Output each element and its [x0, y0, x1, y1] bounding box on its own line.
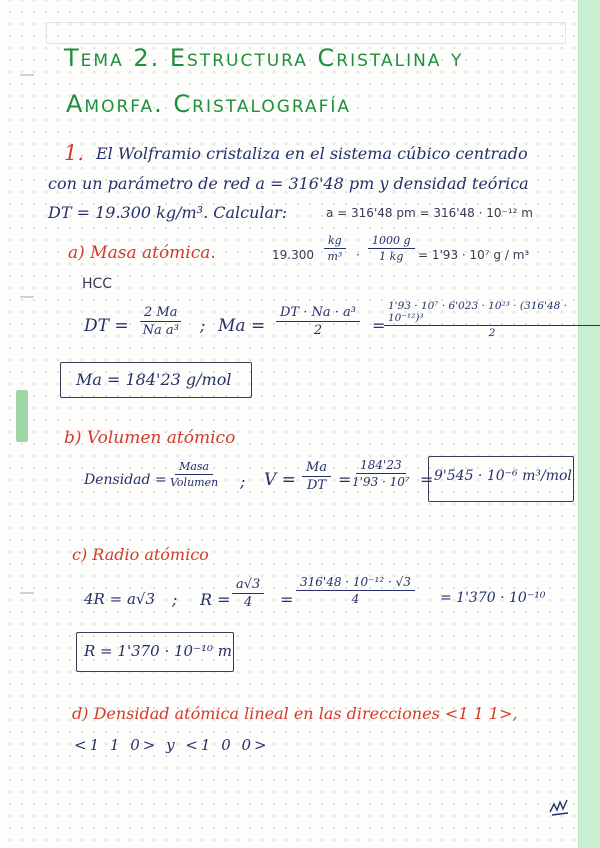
part-c-radius-fraction [232, 577, 264, 610]
part-b-numeric-fraction [352, 458, 410, 489]
part-a-label: a) Masa atómica. [68, 243, 216, 263]
part-a-numeric-fraction [384, 300, 600, 339]
punch-hole-mark [20, 296, 34, 298]
fraction-numerator: 316'48 · 10⁻¹² · √3 [296, 575, 415, 591]
part-c-result: R = 1'370 · 10⁻¹⁰ m [84, 642, 233, 660]
fraction-denominator: 1 kg [379, 250, 404, 263]
part-a-density-fraction [140, 305, 181, 338]
separator: ; [200, 316, 206, 335]
part-a-conversion-value: 19.300 [272, 248, 314, 262]
fraction-numerator: a√3 [232, 577, 264, 594]
part-b-result: 9'545 · 10⁻⁶ m³/mol [434, 468, 572, 484]
fraction-denominator: 2 [313, 323, 323, 338]
fraction-numerator: 1000 g [368, 234, 415, 249]
margin-tab [16, 390, 28, 442]
part-a-conversion-fraction-1 [324, 234, 346, 263]
problem-number: 1. [64, 141, 85, 165]
punch-hole-mark [20, 592, 34, 594]
equals-sign: = [420, 470, 434, 489]
fraction-denominator: 4 [351, 592, 360, 606]
problem-statement-line-1: El Wolframio cristaliza en el sistema cúbico centrado [96, 144, 528, 163]
fraction-numerator: kg [324, 234, 346, 249]
fraction-denominator: 2 [488, 327, 496, 339]
punch-hole-mark [20, 74, 34, 76]
fraction-denominator: m³ [327, 250, 343, 263]
title-line-2: Amorfa. Cristalografía [66, 90, 352, 118]
separator: ; [172, 590, 178, 609]
equals-sign: = [338, 470, 352, 489]
fraction-numerator: 1'93 · 10⁷ · 6'023 · 10²³ · (316'48 · 10⁻¹²)³ [384, 300, 600, 326]
title-line-1: Tema 2. Estructura Cristalina y [64, 44, 464, 72]
problem-statement-line-2: con un parámetro de red a = 316'48 pm y densidad teórica [48, 174, 529, 193]
part-c-value: = 1'370 · 10⁻¹⁰ [440, 590, 546, 606]
problem-statement-line-3: DT = 19.300 kg/m³. Calcular: [48, 203, 288, 222]
part-b-volume-fraction [302, 460, 331, 493]
part-d-line-2: <1 1 0> y <1 0 0> [74, 736, 270, 754]
given-parameter: a = 316'48 pm = 316'48 · 10⁻¹² m [326, 206, 533, 220]
multiply-dot: · [356, 248, 360, 262]
fraction-denominator: Volumen [170, 476, 219, 489]
structure-label: HCC [82, 276, 113, 292]
title-frame [46, 22, 566, 44]
part-a-conversion-result: = 1'93 · 10⁷ g / m³ [418, 248, 530, 262]
fraction-numerator: 2 Ma [140, 305, 181, 322]
fraction-numerator: Ma [302, 460, 331, 477]
part-b-density-lhs: Densidad = [84, 472, 167, 488]
part-b-density-fraction [170, 460, 218, 489]
fraction-denominator: 4 [244, 595, 253, 610]
part-c-label: c) Radio atómico [72, 545, 209, 564]
fraction-denominator: 1'93 · 10⁷ [352, 475, 410, 489]
fraction-numerator: DT · Na · a³ [276, 305, 360, 322]
part-c-relation: 4R = a√3 [84, 590, 155, 608]
fraction-numerator: 184'23 [356, 458, 405, 474]
part-d-line-1: d) Densidad atómica lineal en las direcciones <1 1 1>, [72, 704, 518, 723]
part-a-ma-lhs: Ma = [218, 316, 266, 336]
signature-mark [548, 796, 572, 818]
separator: ; [240, 472, 246, 491]
page-margin-strip [578, 0, 600, 848]
part-a-result: Ma = 184'23 g/mol [76, 370, 232, 389]
equals-sign: = [372, 316, 386, 335]
part-b-label: b) Volumen atómico [64, 428, 236, 448]
fraction-numerator: Masa [175, 460, 213, 475]
part-a-conversion-fraction-2 [368, 234, 415, 263]
fraction-denominator: Na a³ [142, 323, 179, 338]
part-a-dt-lhs: DT = [84, 316, 129, 336]
fraction-denominator: DT [306, 478, 327, 493]
part-c-r-lhs: R = [200, 590, 231, 609]
part-b-v-lhs: V = [264, 470, 296, 490]
equals-sign: = [280, 590, 294, 609]
part-a-mass-fraction [276, 305, 360, 338]
part-c-numeric-fraction [296, 575, 415, 606]
